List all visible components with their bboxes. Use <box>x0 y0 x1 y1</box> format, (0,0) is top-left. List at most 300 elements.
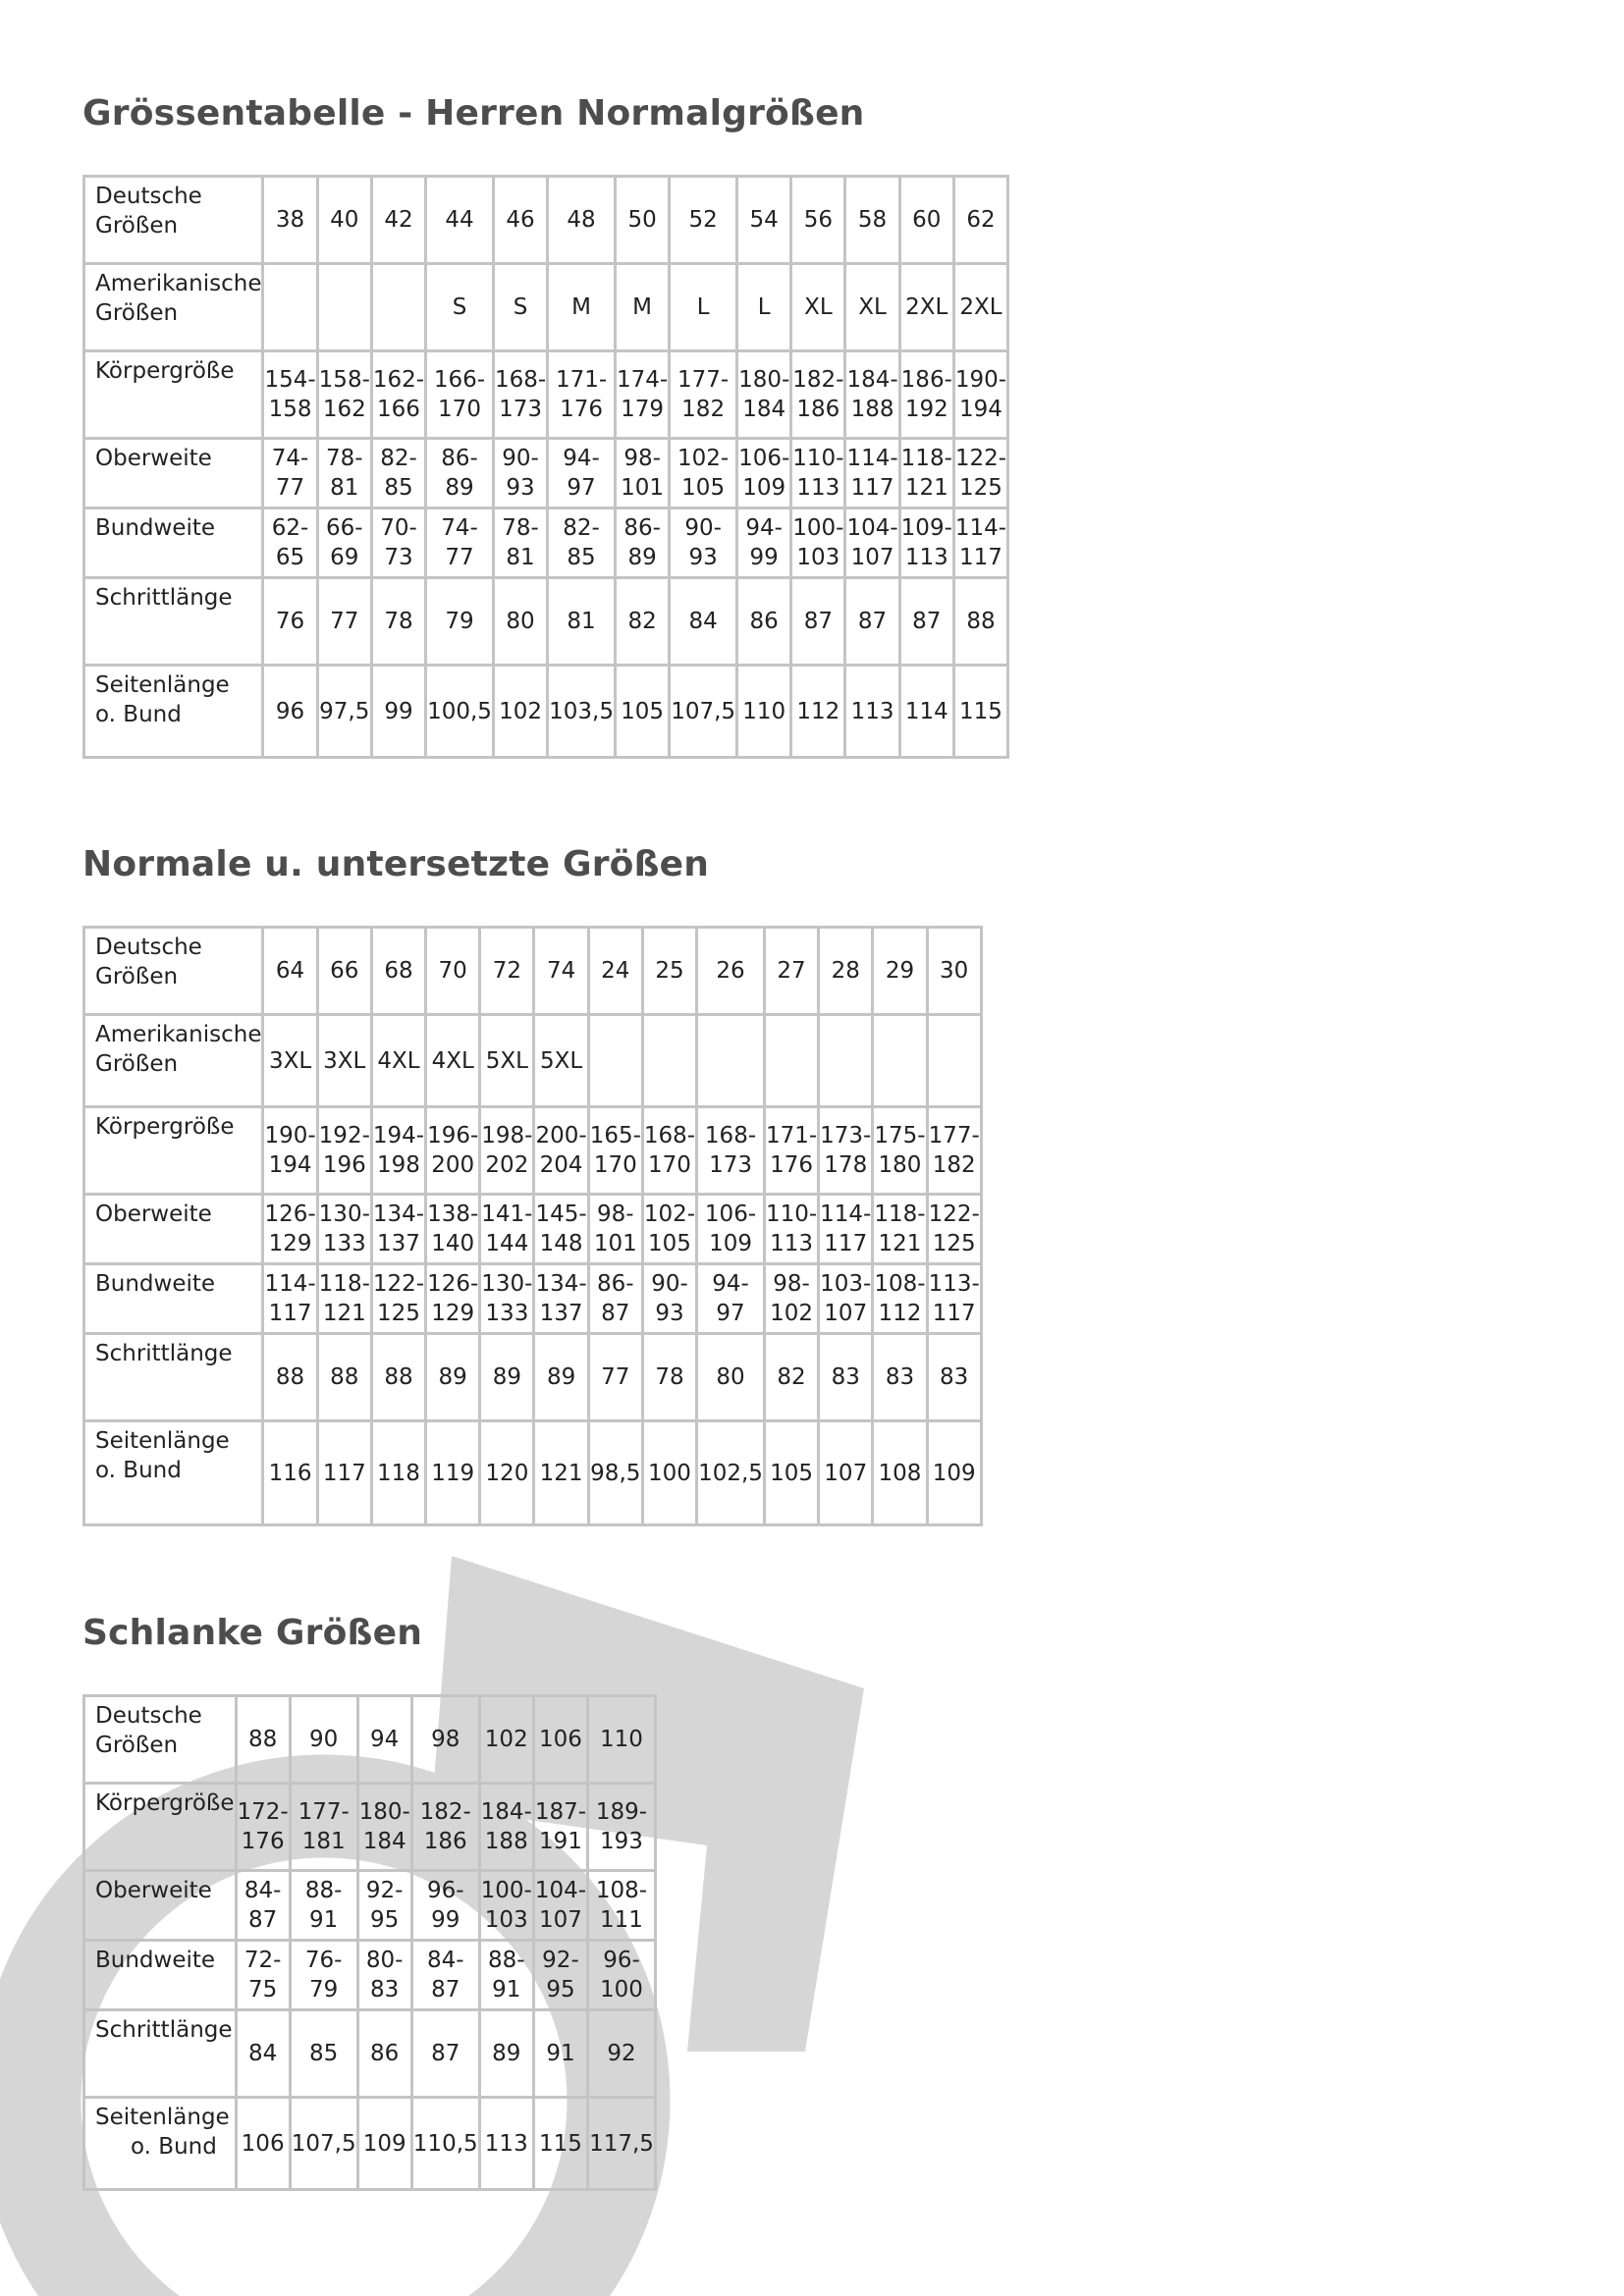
table-cell <box>292 2011 359 2099</box>
table-cell <box>319 1016 373 1108</box>
table-cell <box>481 1335 535 1422</box>
table-cell <box>590 929 644 1016</box>
text-line: 109- <box>900 515 952 541</box>
cell-value: 62-65 <box>271 515 309 570</box>
text-line: Größen <box>95 964 179 989</box>
table-cell <box>698 1422 766 1526</box>
table-cell <box>481 1942 535 2011</box>
text-line: 204 <box>539 1152 583 1178</box>
table-cell <box>535 1265 589 1335</box>
table-cell <box>319 1335 373 1422</box>
table-cell <box>846 265 900 352</box>
text-line: Deutsche <box>95 1703 202 1729</box>
table-cell <box>846 667 900 759</box>
cell-value: 50 <box>627 207 657 233</box>
table-cell <box>427 1016 481 1108</box>
table-cell <box>495 440 549 509</box>
table-cell <box>617 178 671 265</box>
text-line: 122- <box>928 1201 980 1227</box>
table-cell <box>495 178 549 265</box>
text-line: 187- <box>534 1799 587 1825</box>
cell-value: 72-75 <box>244 1948 282 2002</box>
cell-value: XL <box>804 294 833 320</box>
cell-value: 72 <box>492 958 522 984</box>
cell-value: 115 <box>959 698 1002 724</box>
text-line: 198 <box>377 1152 420 1178</box>
text-line: 121 <box>878 1231 922 1256</box>
text-line: 121 <box>322 1301 366 1326</box>
cell-value: 89 <box>438 1364 467 1390</box>
text-line: 177- <box>677 367 730 393</box>
table-cell <box>590 1335 644 1422</box>
table-cell <box>319 1196 373 1265</box>
table-cell <box>427 265 495 352</box>
table-cell <box>264 440 318 509</box>
table-cell <box>264 352 318 440</box>
text-line: 179 <box>621 397 665 422</box>
table-cell <box>238 1872 292 1942</box>
table-cell <box>901 440 955 509</box>
table-cell <box>535 1016 589 1108</box>
table-cell <box>955 579 1009 667</box>
table-cell <box>955 509 1009 579</box>
cell-value: 27 <box>777 958 806 984</box>
table-cell <box>590 1422 644 1526</box>
text-line: 117 <box>268 1301 312 1326</box>
table-cell <box>929 929 983 1016</box>
text-line: Oberweite <box>95 1201 212 1227</box>
table-cell <box>766 929 820 1016</box>
row-label <box>85 2011 238 2099</box>
cell-value: 86 <box>749 609 779 634</box>
cell-value: 2XL <box>959 294 1002 320</box>
table-cell <box>644 1265 698 1335</box>
text-line: 133 <box>322 1231 366 1256</box>
table-cell <box>644 1196 698 1265</box>
table-cell <box>549 178 617 265</box>
cell-value: 103,5 <box>549 698 614 724</box>
cell-value: 24 <box>601 958 630 984</box>
table-cell <box>874 1108 928 1196</box>
table-cell <box>319 440 373 509</box>
cell-value: 84 <box>247 2041 278 2066</box>
table-cell <box>590 1196 644 1265</box>
row-label <box>85 1335 264 1422</box>
table-cell <box>495 265 549 352</box>
table-cell <box>264 1108 318 1196</box>
text-line: 100- <box>480 1878 532 1903</box>
cell-value: 114 <box>904 698 948 724</box>
text-line: 133 <box>485 1301 529 1326</box>
table-cell <box>549 265 617 352</box>
table-cell <box>766 1335 820 1422</box>
text-line: 186- <box>900 367 952 393</box>
table-row <box>85 265 1009 352</box>
text-line: o. Bund <box>131 2134 217 2160</box>
table-cell <box>929 1016 983 1108</box>
table-cell <box>698 1265 766 1335</box>
cell-value: 117,5 <box>589 2130 654 2157</box>
table-cell <box>874 1335 928 1422</box>
section-title: Normale u. untersetzte Größen <box>82 844 710 884</box>
cell-value: 46 <box>506 207 535 233</box>
cell-value: 29 <box>885 958 915 984</box>
table-cell <box>820 1422 874 1526</box>
text-line: 171- <box>765 1123 818 1148</box>
size-table-normal <box>82 175 1009 759</box>
text-line: Bundweite <box>95 1271 216 1297</box>
cell-value: 77 <box>601 1364 630 1390</box>
text-line: 100 <box>600 1977 643 2002</box>
section-title: Schlanke Größen <box>82 1613 423 1653</box>
text-line: 188 <box>850 397 894 422</box>
text-line: 186 <box>423 1829 467 1854</box>
text-line: 105 <box>681 475 726 501</box>
cell-value: 84-87 <box>244 1878 282 1933</box>
table-cell <box>766 1265 820 1335</box>
text-line: Größen <box>95 1733 179 1758</box>
text-line: 176 <box>560 397 604 422</box>
table-cell <box>413 2011 481 2099</box>
cell-value: 78 <box>655 1364 684 1390</box>
cell-value: 56 <box>803 207 833 233</box>
cell-value: 110,5 <box>412 2130 478 2157</box>
text-line: 113 <box>904 545 948 570</box>
table-row <box>85 1265 983 1335</box>
cell-value: 5XL <box>485 1047 528 1074</box>
text-line: 174- <box>617 367 669 393</box>
table-cell <box>549 352 617 440</box>
table-cell <box>671 440 738 509</box>
cell-value: 107,5 <box>671 698 736 724</box>
text-line: 114- <box>846 446 898 471</box>
table-cell <box>955 440 1009 509</box>
cell-value: 68 <box>384 958 413 984</box>
table-cell <box>617 509 671 579</box>
cell-value: 2XL <box>905 294 948 320</box>
cell-value: 94 <box>370 1727 400 1752</box>
table-cell <box>549 440 617 509</box>
table-cell <box>535 2099 589 2191</box>
row-label <box>85 1108 264 1196</box>
table-cell <box>698 1016 766 1108</box>
table-row <box>85 1785 657 1872</box>
text-line: 165- <box>589 1123 641 1148</box>
table-cell <box>292 1697 359 1785</box>
table-cell <box>264 1196 318 1265</box>
table-cell <box>373 352 427 440</box>
table-cell <box>373 1335 427 1422</box>
cell-value: 4XL <box>377 1047 420 1074</box>
table-cell <box>481 1422 535 1526</box>
text-line: 134- <box>372 1201 425 1227</box>
cell-value: 102 <box>499 698 542 724</box>
table-cell <box>644 1016 698 1108</box>
table-cell <box>738 440 792 509</box>
table-cell <box>671 509 738 579</box>
cell-value: 94-97 <box>563 446 600 501</box>
table-cell <box>535 1872 589 1942</box>
table-cell <box>481 1697 535 1785</box>
text-line: 196 <box>322 1152 366 1178</box>
table-cell <box>590 1016 644 1108</box>
table-cell <box>698 1335 766 1422</box>
cell-value: 79 <box>445 609 474 634</box>
cell-value: S <box>452 294 467 320</box>
row-label <box>85 440 264 509</box>
table-row <box>85 178 1009 265</box>
cell-value: 76 <box>275 609 305 634</box>
cell-value: M <box>571 294 591 320</box>
table-cell <box>901 352 955 440</box>
cell-value: 121 <box>539 1460 583 1486</box>
cell-value: 87 <box>857 609 888 634</box>
text-line: 184- <box>846 367 898 393</box>
text-line: 194- <box>372 1123 425 1148</box>
table-cell <box>292 1872 359 1942</box>
cell-value: 112 <box>796 698 840 724</box>
table-cell <box>373 1265 427 1335</box>
text-line: 177- <box>298 1799 350 1825</box>
table-cell <box>617 579 671 667</box>
table-cell <box>359 1785 413 1872</box>
row-label <box>85 667 264 759</box>
cell-value: 90-93 <box>651 1271 688 1326</box>
table-cell <box>549 509 617 579</box>
cell-value: 88 <box>384 1364 413 1390</box>
table-cell <box>319 929 373 1016</box>
table-cell <box>846 579 900 667</box>
table-cell <box>766 1196 820 1265</box>
table-cell <box>238 2011 292 2099</box>
table-cell <box>955 178 1009 265</box>
cell-value: 98 <box>431 1727 460 1752</box>
text-line: o. Bund <box>95 1458 182 1483</box>
cell-value: 91 <box>546 2041 575 2066</box>
text-line: Schrittlänge <box>95 1341 233 1366</box>
table-cell <box>264 178 318 265</box>
cell-value: L <box>696 294 710 320</box>
cell-value: 87 <box>431 2041 460 2066</box>
table-cell <box>874 1016 928 1108</box>
table-cell <box>427 1196 481 1265</box>
table-cell <box>427 1422 481 1526</box>
cell-value: 106 <box>539 1727 582 1752</box>
cell-value: 30 <box>940 958 969 984</box>
table-cell <box>373 1016 427 1108</box>
text-line: 198- <box>481 1123 533 1148</box>
table-cell <box>535 1108 589 1196</box>
row-label <box>85 579 264 667</box>
table-cell <box>792 265 846 352</box>
cell-value: 80-83 <box>365 1948 404 2002</box>
table-cell <box>319 579 373 667</box>
text-line: 173 <box>709 1152 752 1178</box>
table-cell <box>738 667 792 759</box>
text-line: 107 <box>850 545 894 570</box>
table-cell <box>359 1942 413 2011</box>
table-cell <box>671 178 738 265</box>
table-cell <box>495 509 549 579</box>
text-line: 100- <box>792 515 844 541</box>
text-line: 141- <box>481 1201 533 1227</box>
table-cell <box>413 1942 481 2011</box>
cell-value: 118 <box>377 1460 420 1486</box>
cell-value: 60 <box>912 207 942 233</box>
text-line: 138- <box>427 1201 479 1227</box>
table-cell <box>874 1422 928 1526</box>
table-cell <box>792 667 846 759</box>
text-line: Oberweite <box>95 1878 212 1903</box>
text-line: 117 <box>824 1231 868 1256</box>
text-line: Bundweite <box>95 515 216 541</box>
text-line: 166- <box>433 367 486 393</box>
cell-value: 110 <box>600 1727 643 1752</box>
table-cell <box>617 265 671 352</box>
cell-value: 100 <box>648 1460 691 1486</box>
table-cell <box>766 1108 820 1196</box>
cell-value: 106 <box>241 2130 285 2157</box>
text-line: 173- <box>820 1123 872 1148</box>
table-cell <box>373 265 427 352</box>
text-line: Schrittlänge <box>95 2017 233 2043</box>
table-cell <box>359 2011 413 2099</box>
text-line: 177- <box>928 1123 980 1148</box>
cell-value: L <box>757 294 771 320</box>
text-line: 184 <box>742 397 786 422</box>
cell-value: 88 <box>966 609 996 634</box>
cell-value: 109 <box>932 1460 976 1486</box>
cell-value: 87 <box>803 609 833 634</box>
table-cell <box>481 1016 535 1108</box>
table-cell <box>846 178 900 265</box>
cell-value: 26 <box>716 958 745 984</box>
text-line: 140 <box>431 1231 475 1256</box>
cell-value: 52 <box>688 207 718 233</box>
text-line: 108- <box>595 1878 648 1903</box>
text-line: 101 <box>621 475 665 501</box>
text-line: 184 <box>362 1829 406 1854</box>
table-cell <box>698 1108 766 1196</box>
table-cell <box>427 1265 481 1335</box>
text-line: 102 <box>770 1301 813 1326</box>
cell-value: 38 <box>275 207 305 233</box>
table-cell <box>319 1265 373 1335</box>
table-cell <box>413 2099 481 2191</box>
cell-value: 86-87 <box>597 1271 634 1326</box>
table-cell <box>738 579 792 667</box>
table-cell <box>427 1108 481 1196</box>
table-cell <box>589 1872 657 1942</box>
text-line: 117 <box>959 545 1002 570</box>
cell-value: 64 <box>275 958 305 984</box>
text-line: 106- <box>704 1201 757 1227</box>
cell-value: 58 <box>857 207 888 233</box>
cell-value: S <box>513 294 528 320</box>
text-line: 105 <box>648 1231 691 1256</box>
table-cell <box>820 1335 874 1422</box>
text-line: 178 <box>824 1152 868 1178</box>
table-cell <box>264 667 318 759</box>
text-line: 114- <box>820 1201 872 1227</box>
text-line: 130- <box>318 1201 370 1227</box>
table-row <box>85 1335 983 1422</box>
row-label <box>85 265 264 352</box>
table-cell <box>481 1785 535 1872</box>
cell-value: 76-79 <box>304 1948 343 2002</box>
table-cell <box>929 1335 983 1422</box>
row-label <box>85 352 264 440</box>
text-line: 104- <box>534 1878 587 1903</box>
text-line: 200- <box>535 1123 587 1148</box>
table-cell <box>373 509 427 579</box>
size-table-slim <box>82 1694 657 2191</box>
text-line: 158- <box>318 367 370 393</box>
table-cell <box>901 178 955 265</box>
cell-value: 3XL <box>323 1047 366 1074</box>
table-row <box>85 1422 983 1526</box>
table-cell <box>929 1422 983 1526</box>
text-line: 102- <box>677 446 730 471</box>
table-cell <box>413 1872 481 1942</box>
table-cell <box>427 509 495 579</box>
table-cell <box>535 2011 589 2099</box>
table-cell <box>427 352 495 440</box>
table-cell <box>238 2099 292 2191</box>
table-cell <box>955 352 1009 440</box>
text-line: Amerikanische <box>95 271 262 296</box>
table-cell <box>590 1265 644 1335</box>
cell-value: 84 <box>688 609 718 634</box>
table-cell <box>481 2099 535 2191</box>
text-line: 112 <box>878 1301 922 1326</box>
table-cell <box>359 1697 413 1785</box>
table-cell <box>264 1335 318 1422</box>
table-row <box>85 1196 983 1265</box>
cell-value: 82 <box>627 609 657 634</box>
text-line: 186 <box>796 397 840 422</box>
text-line: 98- <box>597 1201 634 1227</box>
table-row <box>85 1016 983 1108</box>
table-cell <box>644 1108 698 1196</box>
text-line: Seitenlänge <box>95 2105 230 2130</box>
text-line: 180- <box>738 367 790 393</box>
text-line: 104- <box>846 515 898 541</box>
cell-value: 40 <box>330 207 359 233</box>
text-line: 170 <box>593 1152 637 1178</box>
table-cell <box>481 1108 535 1196</box>
text-line: 188 <box>484 1829 528 1854</box>
table-cell <box>319 1108 373 1196</box>
table-cell <box>373 667 427 759</box>
table-row <box>85 352 1009 440</box>
row-label <box>85 509 264 579</box>
table-cell <box>589 1785 657 1872</box>
table-cell <box>644 1335 698 1422</box>
row-label <box>85 2099 238 2191</box>
text-line: 192- <box>318 1123 370 1148</box>
cell-value: 89 <box>492 1364 522 1390</box>
table-cell <box>549 667 617 759</box>
table-cell <box>373 579 427 667</box>
cell-value: 92-95 <box>365 1878 404 1933</box>
text-line: 98- <box>623 446 661 471</box>
row-label <box>85 178 264 265</box>
cell-value: 102,5 <box>698 1460 763 1486</box>
table-row <box>85 2099 657 2191</box>
table-cell <box>359 2099 413 2191</box>
table-cell <box>373 929 427 1016</box>
